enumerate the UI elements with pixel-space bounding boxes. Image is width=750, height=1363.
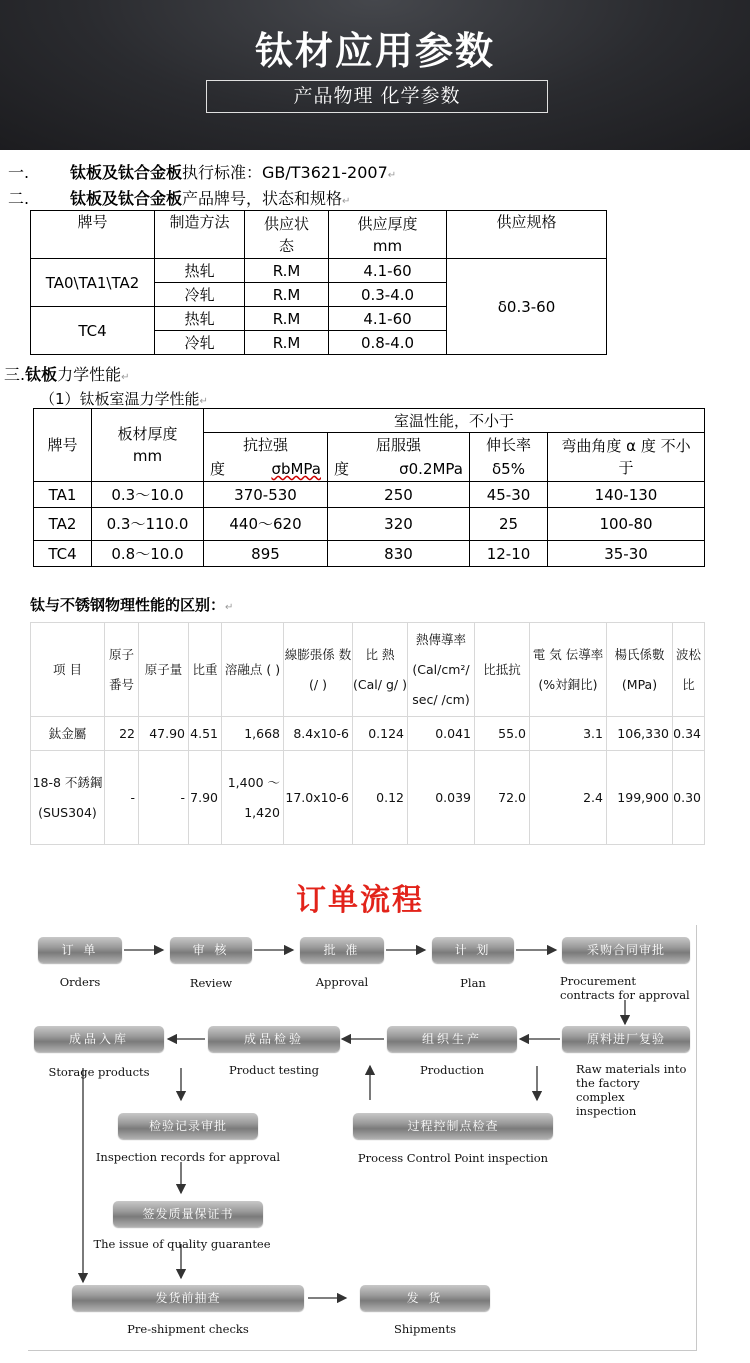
step-inspection-records-label: Inspection records for approval — [95, 1150, 281, 1164]
table-cell: 18-8 不銹鋼 (SUS304) — [31, 751, 105, 845]
table-cell: 47.90 — [139, 717, 189, 751]
step-product-testing-bar: 成品检验 — [208, 1026, 340, 1052]
step-review-bar: 审 核 — [170, 937, 252, 963]
table-cell: 106,330 — [607, 717, 673, 751]
step-product-testing-label: Product testing — [228, 1063, 320, 1077]
yield-label-b: 度 — [334, 460, 350, 478]
step-raw-materials-label: Raw materials into the factory complex inspection — [576, 1062, 687, 1118]
step-procurement-label: Procurement contracts for approval — [560, 974, 690, 1002]
table-cell: 72.0 — [475, 751, 530, 845]
table-cell: 0.8～10.0 — [92, 541, 204, 567]
elongation-label-b: δ5% — [492, 460, 525, 478]
step-approval-label: Approval — [315, 975, 369, 989]
step-plan-bar: 计 划 — [432, 937, 514, 963]
page-title: 钛材应用参数 — [254, 29, 495, 73]
table-header: 板材厚度mm — [92, 409, 204, 482]
table-cell-grade: TC4 — [31, 307, 155, 355]
table-cell: 370-530 — [204, 482, 328, 508]
section-1-text: 执行标准：GB/T3621-2007 — [182, 163, 388, 182]
table-cell: 830 — [328, 541, 470, 567]
table-cell: 45-30 — [470, 482, 548, 508]
table-cell: 0.12 — [353, 751, 408, 845]
step-storage-bar: 成品入库 — [34, 1026, 164, 1052]
table-header-group: 室温性能，不小于 — [204, 409, 705, 433]
table-cell: TC4 — [34, 541, 92, 567]
table-header-bend: 弯曲角度 α 度 不小于 — [548, 433, 705, 482]
table-cell: 热轧 — [155, 259, 245, 283]
table-cell: 100-80 — [548, 508, 705, 541]
step-inspection-records-bar: 检验记录审批 — [118, 1113, 258, 1139]
table-cell: 1,400 ～1,420 — [222, 751, 284, 845]
table-cell: 0.3～10.0 — [92, 482, 204, 508]
step-quality-guarantee-label: The issue of quality guarantee — [93, 1237, 271, 1251]
table-cell: R.M — [245, 331, 329, 355]
table-cell: 0.041 — [408, 717, 475, 751]
table-cell: 2.4 — [530, 751, 607, 845]
table-cell: TA1 — [34, 482, 92, 508]
table-cell: 0.039 — [408, 751, 475, 845]
table-header: 供应状态 — [245, 211, 329, 259]
table-cell: 0.30 — [673, 751, 705, 845]
step-pre-shipment-label: Pre-shipment checks — [127, 1322, 249, 1336]
table-cell: 17.0x10-6 — [284, 751, 353, 845]
section-2-bold: 钛板及钛合金板 — [70, 189, 183, 208]
tensile-label-b: 度 — [210, 460, 226, 478]
step-storage-label: Storage products — [48, 1065, 150, 1079]
section-1-bold: 钛板及钛合金板 — [70, 163, 183, 182]
step-shipments-label: Shipments — [394, 1322, 456, 1336]
yield-label-c: σ0.2MPa — [399, 460, 463, 478]
section-2-number: 二. — [8, 189, 30, 208]
table-cell: 35-30 — [548, 541, 705, 567]
table-header: 项 目 — [31, 623, 105, 717]
table-cell: 320 — [328, 508, 470, 541]
table-header: 電 気 伝導率 (%対銅比) — [530, 623, 607, 717]
step-review-label: Review — [189, 976, 233, 990]
step-quality-guarantee-bar: 签发质量保证书 — [113, 1201, 263, 1227]
step-production-bar: 组织生产 — [387, 1026, 517, 1052]
table-cell: 0.3～110.0 — [92, 508, 204, 541]
table-cell: 0.34 — [673, 717, 705, 751]
table-cell-spec: δ0.3-60 — [447, 259, 607, 355]
table-cell: 0.124 — [353, 717, 408, 751]
table-cell: R.M — [245, 283, 329, 307]
section-2-text: 产品牌号，状态和规格 — [182, 189, 343, 208]
table-header: 供应厚度mm — [329, 211, 447, 259]
section-3-bold: 钛板 — [25, 365, 58, 384]
table-header: 牌号 — [31, 211, 155, 259]
table-cell: 1,668 — [222, 717, 284, 751]
table-cell: 55.0 — [475, 717, 530, 751]
table-cell: 440～620 — [204, 508, 328, 541]
table-cell: 3.1 — [530, 717, 607, 751]
section-3-number: 三. — [4, 365, 26, 384]
section-1-line: 一. 钛板及钛合金板执行标准：GB/T3621-2007↵ — [8, 160, 396, 183]
step-shipments-bar: 发 货 — [360, 1285, 490, 1311]
step-pre-shipment-bar: 发货前抽查 — [72, 1285, 304, 1311]
table-cell: R.M — [245, 307, 329, 331]
section-3-subtitle-text: （1）钛板室温力学性能 — [40, 390, 200, 408]
table-header: 供应规格 — [447, 211, 607, 259]
table-cell: 25 — [470, 508, 548, 541]
tensile-label-c: σbMPa — [271, 460, 321, 478]
section-3-line: 三.钛板力学性能↵ — [4, 365, 130, 384]
table-cell: 250 — [328, 482, 470, 508]
table-header: 原子量 — [139, 623, 189, 717]
table-cell: R.M — [245, 259, 329, 283]
step-plan-label: Plan — [460, 976, 486, 990]
section-2-line: 二. 钛板及钛合金板产品牌号，状态和规格↵ — [8, 186, 350, 209]
section-3-text: 力学性能 — [57, 365, 122, 384]
table-cell: 0.3-4.0 — [329, 283, 447, 307]
step-orders-label: Orders — [59, 975, 101, 989]
section-4-line: 钛与不锈钢物理性能的区别：↵ — [30, 596, 234, 614]
table-cell: 199,900 — [607, 751, 673, 845]
table-header: 波松 比 — [673, 623, 705, 717]
table-header: 楊氏係數 (MPa) — [607, 623, 673, 717]
section-4-title: 钛与不锈钢物理性能的区别： — [30, 596, 226, 614]
table-cell: 4.51 — [189, 717, 222, 751]
table-header: 原子番号 — [105, 623, 139, 717]
table-cell: 0.8-4.0 — [329, 331, 447, 355]
table-header: 溶融点 ( ) — [222, 623, 284, 717]
table-cell: 7.90 — [189, 751, 222, 845]
section-3-subtitle: （1）钛板室温力学性能↵ — [40, 390, 208, 408]
table-header: 熱傳導率 (Cal/cm²/ sec/ /cm) — [408, 623, 475, 717]
step-production-label: Production — [420, 1063, 484, 1077]
tensile-label-a: 抗拉强 — [242, 436, 288, 454]
step-process-control-bar: 过程控制点检查 — [353, 1113, 553, 1139]
step-procurement-bar: 采购合同审批 — [562, 937, 690, 963]
table-cell: 22 — [105, 717, 139, 751]
table-header: 制造方法 — [155, 211, 245, 259]
table-cell: TA2 — [34, 508, 92, 541]
yield-label-a: 屈服强 — [375, 436, 421, 454]
page-subtitle: 产品物理 化学参数 — [206, 80, 548, 113]
table-cell: 4.1-60 — [329, 259, 447, 283]
table-cell: 鈦金屬 — [31, 717, 105, 751]
flow-title: 订单流程 — [296, 883, 424, 918]
table-cell: 12-10 — [470, 541, 548, 567]
table-header: 比重 — [189, 623, 222, 717]
step-approval-bar: 批 准 — [300, 937, 384, 963]
table-header: 牌号 — [34, 409, 92, 482]
table-cell: 热轧 — [155, 307, 245, 331]
section-1-number: 一. — [8, 163, 30, 182]
step-orders-bar: 订 单 — [38, 937, 122, 963]
table-cell: 冷轧 — [155, 283, 245, 307]
step-process-control-label: Process Control Point inspection — [357, 1151, 549, 1165]
table-cell: - — [105, 751, 139, 845]
table-cell: 140-130 — [548, 482, 705, 508]
step-raw-materials-bar: 原料进厂复验 — [562, 1026, 690, 1052]
table-cell: - — [139, 751, 189, 845]
table-cell: 4.1-60 — [329, 307, 447, 331]
table-cell: 冷轧 — [155, 331, 245, 355]
table-header: 比抵抗 — [475, 623, 530, 717]
elongation-label-a: 伸长率 — [485, 436, 531, 454]
table-cell: 8.4x10-6 — [284, 717, 353, 751]
table-cell-grade: TA0\TA1\TA2 — [31, 259, 155, 307]
table-cell: 895 — [204, 541, 328, 567]
table-header: 比 熱 (Cal/ g/ ) — [353, 623, 408, 717]
table-header: 線膨張係 数 (/ ) — [284, 623, 353, 717]
